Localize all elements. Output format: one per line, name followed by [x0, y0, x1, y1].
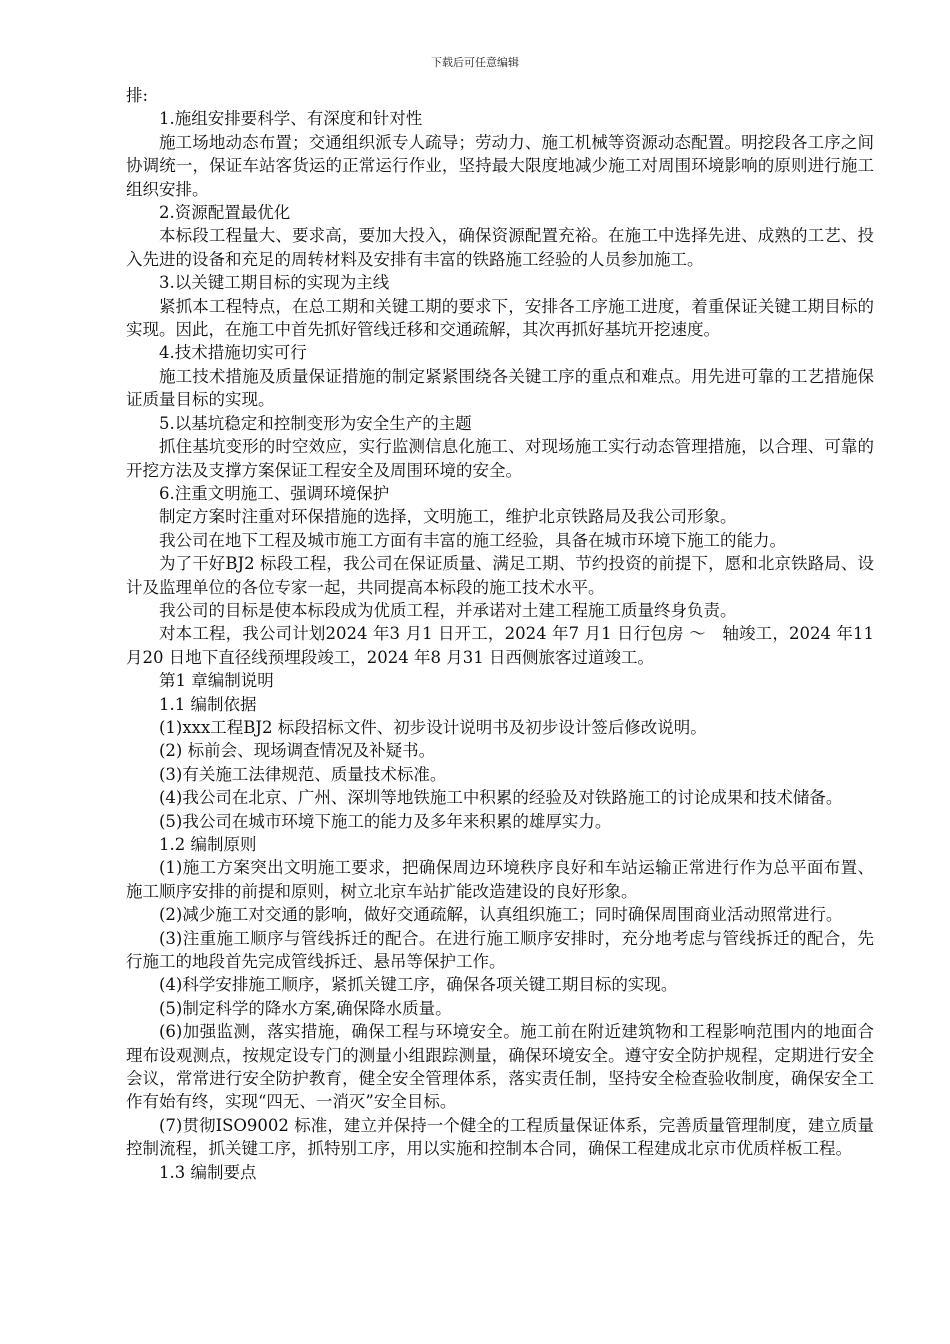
paragraph: 6.注重文明施工、强调环境保护 [159, 483, 390, 503]
paragraph: 制定方案时注重对环保措施的选择，文明施工，维护北京铁路局及我公司形象。 [159, 507, 737, 527]
paragraph: 4.技术措施切实可行 [159, 343, 307, 363]
paragraph: 2.资源配置最优化 [159, 203, 291, 223]
paragraph: (5)制定科学的降水方案,确保降水质量。 [159, 998, 452, 1018]
paragraph: 3.以关键工期目标的实现为主线 [159, 273, 390, 293]
paragraph: 对本工程，我公司计划2024 年3 月1 日开工，2024 年7 月1 日行包房 ～ 轴竣工，2024 年11 月20 日地下直径线预埋段竣工，2024 年8 月31 日西侧旅客过道竣工。 [126, 624, 874, 667]
paragraph: 1.3 编制要点 [159, 1162, 257, 1182]
paragraph: (6)加强监测，落实措施，确保工程与环境安全。施工前在附近建筑物和工程影响范围内的地面合理布设观测点，按规定设专门的测量小组跟踪测量，确保环境安全。遵守安全防护规程，定期进行安全会议，常常进行安全防护教育，健全安全管理体系，落实责任制，坚持安全检查验收制度，确保安全工作有始有终，实现“四无、一消灭”安全目标。 [126, 1022, 874, 1112]
paragraph: 抓住基坑变形的时空效应，实行监测信息化施工、对现场施工实行动态管理措施，以合理、可靠的开挖方法及支撑方案保证工程安全及周围环境的安全。 [126, 437, 874, 480]
paragraph: 紧抓本工程特点，在总工期和关键工期的要求下，安排各工序施工进度，着重保证关键工期目标的实现。因此，在施工中首先抓好管线迁移和交通疏解，其次再抓好基坑开挖速度。 [126, 296, 874, 340]
page-header: 下载后可任意编辑 [431, 56, 519, 69]
paragraph: 第1 章编制说明 [159, 671, 274, 691]
paragraph: (2)减少施工对交通的影响，做好交通疏解，认真组织施工；同时确保周围商业活动照常进行。 [159, 905, 843, 925]
paragraph: 我公司的目标是使本标段成为优质工程，并承诺对土建工程施工质量终身负责。 [159, 600, 737, 620]
paragraph: (3)注重施工顺序与管线拆迁的配合。在进行施工顺序安排时，充分地考虑与管线拆迁的配合，先行施工的地段首先完成管线拆迁、悬吊等保护工作。 [126, 928, 874, 972]
paragraph: 我公司在地下工程及城市施工方面有丰富的施工经验，具备在城市环境下施工的能力。 [159, 530, 786, 550]
paragraph: 为了干好BJ2 标段工程，我公司在保证质量、满足工期、节约投资的前提下，愿和北京铁路局、设计及监理单位的各位专家一起，共同提高本标段的施工技术水平。 [126, 554, 874, 597]
paragraph: 1.1 编制依据 [159, 694, 257, 714]
paragraph: 1.2 编制原则 [159, 835, 257, 854]
paragraph: (1)施工方案突出文明施工要求，把确保周边环境秩序良好和车站运输正常进行作为总平面布置、施工顺序安排的前提和原则，树立北京车站扩能改造建设的良好形象。 [126, 858, 874, 901]
paragraph: (2) 标前会、现场调查情况及补疑书。 [159, 741, 436, 761]
paragraph: (4)科学安排施工顺序，紧抓关键工序，确保各项关键工期目标的实现。 [159, 975, 678, 995]
paragraph: (7)贯彻ISO9002 标准，建立并保持一个健全的工程质量保证体系，完善质量管理制度，建立质量控制流程，抓关键工序，抓特别工序，用以实施和控制本合同，确保工程建成北京市优质样板工程。 [126, 1115, 874, 1159]
paragraph: 本标段工程量大、要求高，要加大投入，确保资源配置充裕。在施工中选择先进、成熟的工艺、投入先进的设备和充足的周转材料及安排有丰富的铁路施工经验的人员参加施工。 [126, 226, 874, 269]
document-body [126, 84, 874, 1184]
paragraph: (1)xxx工程BJ2 标段招标文件、初步设计说明书及初步设计签后修改说明。 [159, 717, 707, 737]
paragraph: (4)我公司在北京、广州、深圳等地铁施工中积累的经验及对铁路施工的讨论成果和技术储备。 [159, 788, 843, 808]
paragraph: 施工技术措施及质量保证措施的制定紧紧围绕各关键工序的重点和难点。用先进可靠的工艺措施保证质量目标的实现。 [126, 366, 874, 410]
paragraph: 施工场地动态布置；交通组织派专人疏导；劳动力、施工机械等资源动态配置。明挖段各工序之间协调统一，保证车站客货运的正常运行作业，坚持最大限度地减少施工对周围环境影响的原则进行施工组织安排。 [126, 132, 874, 199]
paragraph: 排: [126, 86, 149, 105]
paragraph: (3)有关施工法律规范、质量技术标准。 [159, 764, 447, 784]
paragraph: (5)我公司在城市环境下施工的能力及多年来积累的雄厚实力。 [159, 811, 612, 831]
paragraph: 5.以基坑稳定和控制变形为安全生产的主题 [159, 413, 472, 433]
paragraph: 1.施组安排要科学、有深度和针对性 [159, 109, 423, 129]
